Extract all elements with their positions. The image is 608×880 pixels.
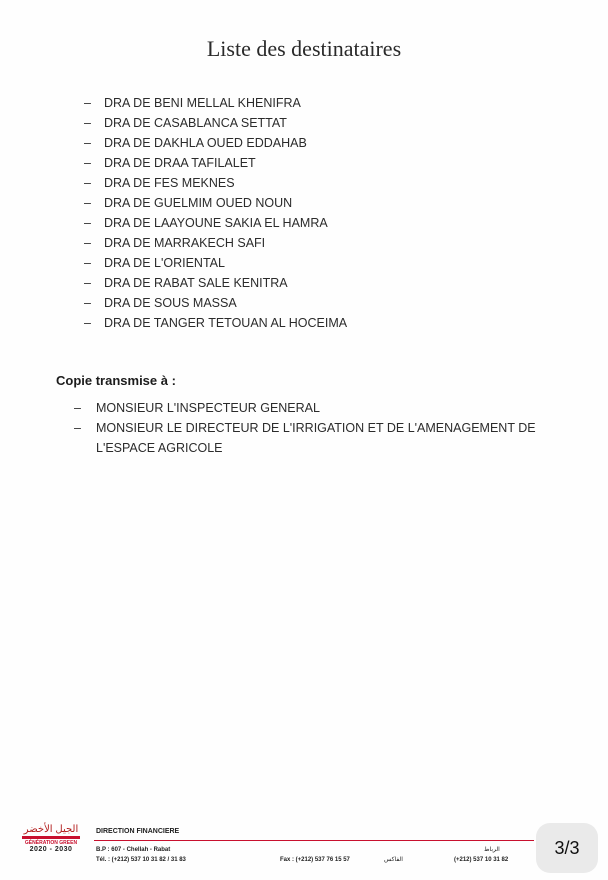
recipient-label: DRA DE BENI MELLAL KHENIFRA [104,96,301,110]
recipient-label: DRA DE MARRAKECH SAFI [104,236,266,250]
dash-marker: – [84,176,91,190]
dash-marker: – [84,236,91,250]
address-arabic: الرباط [484,847,500,853]
dash-marker: – [84,296,91,310]
copy-list [74,398,564,458]
recipient-item [84,313,347,333]
recipient-item [84,93,347,113]
dash-marker: – [84,136,91,150]
recipient-label: DRA DE L'ORIENTAL [104,256,225,270]
recipient-label: DRA DE GUELMIM OUED NOUN [104,196,293,210]
dash-marker: – [84,256,91,270]
page-indicator: 3/3 [536,823,598,873]
copy-item [74,398,564,418]
generation-green-logo [22,824,80,864]
dash-marker: – [84,316,91,330]
dash-marker: – [84,196,91,210]
recipient-item [84,153,347,173]
copy-item [74,418,564,458]
letterhead-footer [0,812,608,880]
logo-generation-text: GÉNÉRATION GREEN [24,840,78,846]
dash-marker: – [74,421,81,435]
dash-marker: – [74,401,81,415]
recipient-label: DRA DE DAKHLA OUED EDDAHAB [104,136,307,150]
telephone-arabic: (+212) 537 10 31 82 [454,857,509,863]
recipient-label: DRA DE RABAT SALE KENITRA [104,276,288,290]
copy-label: MONSIEUR L'INSPECTEUR GENERAL [96,401,320,415]
copy-label: MONSIEUR LE DIRECTEUR DE L'IRRIGATION ET DE L'AMENAGEMENT DE L'ESPACE AGRICOLE [96,421,536,455]
recipient-label: DRA DE SOUS MASSA [104,296,237,310]
telephone: Tél. : (+212) 537 10 31 82 / 31 83 [96,857,186,863]
recipient-list [84,93,347,333]
dash-marker: – [84,276,91,290]
logo-arabic-text: الجيل الأخضر [23,824,79,835]
fax-arabic: الفاكس [384,857,403,863]
dash-marker: – [84,156,91,170]
recipient-item [84,273,347,293]
recipient-label: DRA DE DRAA TAFILALET [104,156,256,170]
copy-heading: Copie transmise à : [56,373,176,388]
recipient-item [84,133,347,153]
dash-marker: – [84,116,91,130]
fax: Fax : (+212) 537 76 15 57 [280,857,350,863]
recipient-item [84,173,347,193]
recipient-label: DRA DE FES MEKNES [104,176,235,190]
recipient-item [84,193,347,213]
document-title: Liste des destinataires [206,36,402,61]
recipient-label: DRA DE LAAYOUNE SAKIA EL HAMRA [104,216,328,230]
recipient-item [84,233,347,253]
recipient-item [84,293,347,313]
recipient-label: DRA DE CASABLANCA SETTAT [104,116,287,130]
direction-name: DIRECTION FINANCIERE [96,828,180,835]
recipient-item [84,213,347,233]
postal-box: B.P : 607 - Chellah - Rabat [96,847,171,853]
footer-divider [94,840,534,841]
recipient-item [84,113,347,133]
dash-marker: – [84,216,91,230]
dash-marker: – [84,96,91,110]
logo-years: 2020 - 2030 [29,846,73,853]
logo-bar [22,836,80,839]
recipient-item [84,253,347,273]
recipient-label: DRA DE TANGER TETOUAN AL HOCEIMA [104,316,348,330]
